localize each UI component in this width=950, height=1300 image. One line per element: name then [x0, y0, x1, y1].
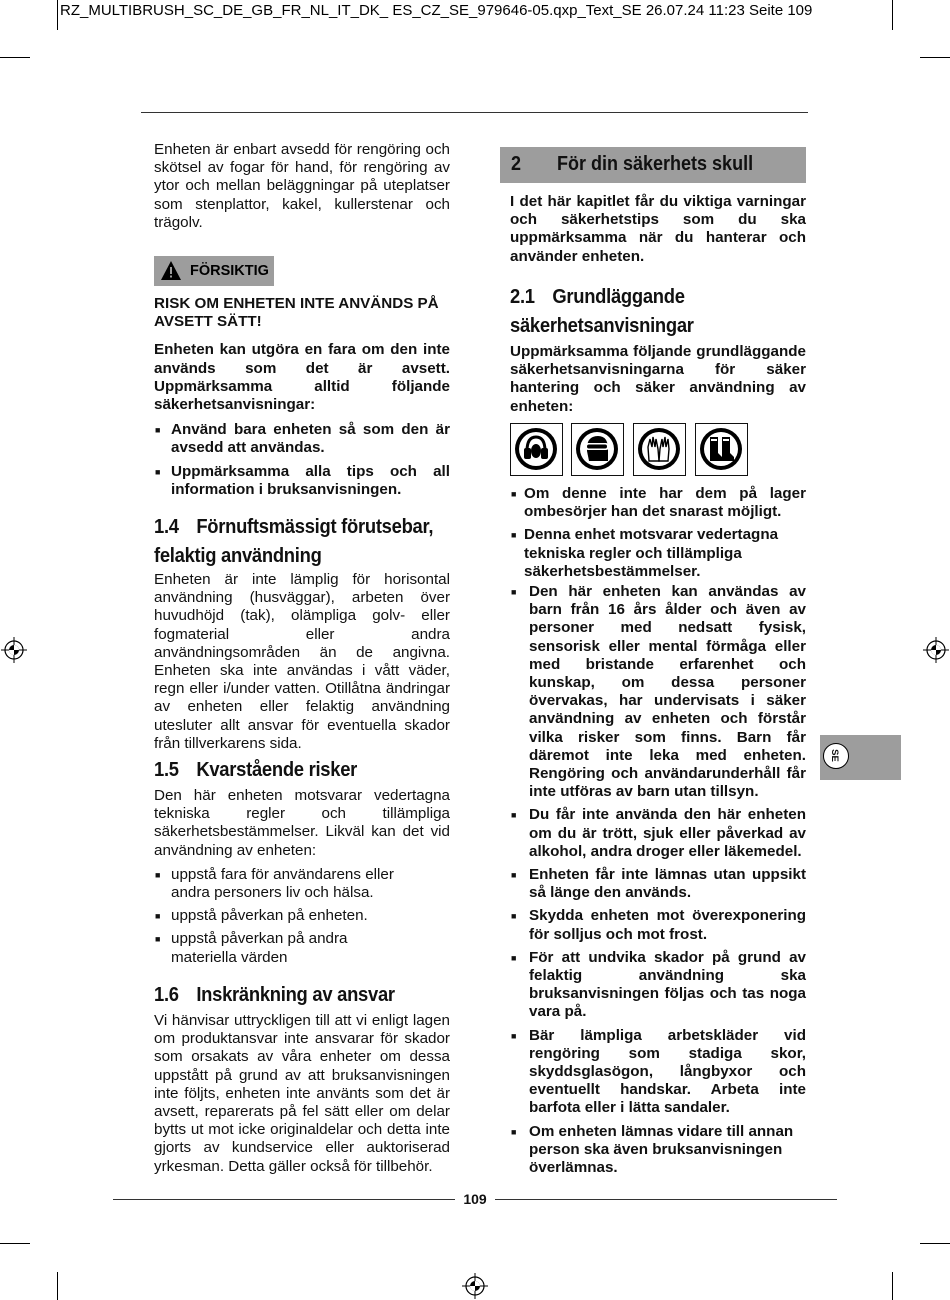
crop-mark	[0, 1243, 30, 1244]
caution-label: FÖRSIKTIG	[190, 263, 269, 279]
crop-mark	[920, 57, 950, 58]
crop-mark	[892, 1272, 893, 1300]
section-heading: 1.4 Förnuftsmässigt förutsebar,	[154, 516, 434, 538]
list-item: ■ Du får inte använda den här enheten om du är trött, sjuk eller påverkad av alkohol, andra droger eller läkemedel.	[510, 806, 806, 861]
crop-mark	[57, 1272, 58, 1300]
list-item: ■ uppstå påverkan på andra materiella värden	[154, 930, 410, 966]
boots-icon	[695, 423, 748, 476]
list-item: ■ Den här enheten kan användas av barn från 16 års ålder och även av personer med nedsatt fysisk, sensorisk eller mental förmåga eller med bristande erfarenhet och kunskap, om dessa personer övervakas, har undervisats i säker användning av enheten och förstår vilka risker som finns. Barn får däremot inte leka med enheten. Rengöring och användarunderhåll får inte utföras av barn utan tillsyn.	[510, 583, 806, 801]
section-text: Den här enheten motsvarar vedertagna tekniska regler och tillämpliga säkerhetsbestämmelser. Likväl kan det vid användning av enheten:	[154, 787, 450, 859]
section-1-4	[154, 513, 450, 763]
eye-protection-icon	[571, 423, 624, 476]
crop-mark	[892, 0, 893, 30]
page-number: 109	[455, 1191, 495, 1207]
crop-mark	[0, 57, 30, 58]
section-text: Enheten är inte lämplig för horisontal användning (husväggar), arbeten över huvudhöjd (tak), olämpliga golv- eller fogmaterial eller andra användningsområden än de angivna. Enheten ska inte användas i vått väder, regn eller i/under vatten. Otillåtna ändringar av enheten eller felaktig användning utesluter allt ansvar för eventuella skador från tillverkarens sida.	[154, 571, 450, 752]
crop-mark	[920, 1243, 950, 1244]
registration-mark-icon	[923, 637, 949, 663]
section-intro: Uppmärksamma följande grundläggande säkerhetsanvisningarna för säker hantering och säker användning av enheten:	[510, 343, 806, 415]
registration-mark-icon	[1, 637, 27, 663]
intro-paragraph: Enheten är enbart avsedd för rengöring och skötsel av fogar för hand, för rengöring av ytor och mellan beläggningar på uteplatser som stenplattor, kakel, kullerstenar och trägolv.	[154, 141, 450, 231]
registration-mark-icon	[462, 1273, 488, 1299]
list-item: ■ Använd bara enheten så som den är avsedd att användas.	[154, 421, 450, 457]
top-rule	[141, 112, 808, 113]
section-heading: 2.1 Grundläggande	[510, 286, 685, 308]
chapter-title: För din säkerhets skull	[557, 153, 754, 175]
section-heading: 1.6 Inskränkning av ansvar	[154, 984, 395, 1006]
list-item: ■ uppstå påverkan på enheten.	[154, 907, 410, 925]
section-text: Vi hänvisar uttryckligen till att vi enligt lagen om produktansvar inte ansvarar för skador som orsakats av våra enheter om dessa uppstått på grund av att bruksanvisningen inte följts, enheten inte använts som det är avsett, reparerats på fel sätt eller om delar bytts ut mot icke originaldelar och detta inte gjorts av kundservice eller auktoriserad yrkesman. Detta gäller också för tillbehör.	[154, 1012, 450, 1175]
chapter-intro-text: I det här kapitlet får du viktiga varningar och säkerhetstips som du ska uppmärksamma när du hanterar och använder enheten.	[510, 193, 806, 265]
section-2-1	[510, 283, 806, 426]
bullet-list-b	[510, 583, 806, 1177]
list-item: ■ Om enheten lämnas vidare till annan person ska även bruksanvisningen överlämnas.	[510, 1123, 806, 1178]
risk-block	[154, 295, 450, 504]
chapter-number: 2	[511, 153, 522, 175]
section-1-6	[154, 981, 450, 1186]
chapter-intro	[510, 193, 806, 276]
list-item: ■ Uppmärksamma alla tips och all information i bruksanvisningen.	[154, 463, 450, 499]
risk-text: Enheten kan utgöra en fara om den inte används som det är avsett. Uppmärksamma alltid följande säkerhetsanvisningar:	[154, 341, 450, 414]
list-item: ■ Denna enhet motsvarar vedertagna tekniska regler och tillämpliga säkerhetsbestämmelser.	[510, 526, 806, 581]
language-tab	[820, 735, 901, 780]
list-item: ■ För att undvika skador på grund av felaktig användning ska bruksanvisningen följas och tas noga vara på.	[510, 949, 806, 1022]
section-heading-cont: säkerhetsanvisningar	[510, 315, 694, 337]
section-heading-cont: felaktig användning	[154, 545, 322, 567]
language-code: SE	[828, 749, 840, 762]
section-1-5	[154, 756, 450, 972]
section-heading: 1.5 Kvarstående risker	[154, 759, 358, 781]
bullet-list-a	[510, 485, 806, 581]
bullets-b	[510, 583, 806, 1182]
ear-protection-icon	[510, 423, 563, 476]
list-item: ■ Enheten får inte lämnas utan uppsikt så länge den används.	[510, 866, 806, 902]
left-column	[154, 141, 450, 242]
gloves-icon	[633, 423, 686, 476]
chapter-heading-box	[500, 147, 806, 183]
crop-mark	[57, 0, 58, 30]
language-badge	[823, 743, 849, 769]
print-slug: RZ_MULTIBRUSH_SC_DE_GB_FR_NL_IT_DK_ ES_CZ_SE_979646-05.qxp_Text_SE 26.07.24 11:23 Seite 109	[60, 2, 813, 19]
list-item: ■ Bär lämpliga arbetskläder vid rengöring som stadiga skor, skyddsglasögon, långbyxor och eventuellt handskar. Arbeta inte barfota eller i lätta sandaler.	[510, 1027, 806, 1118]
list-item: ■ Om denne inte har dem på lager ombesörjer han det snarast möjligt.	[510, 485, 806, 521]
list-item: ■ uppstå fara för användarens eller andra personers liv och hälsa.	[154, 866, 410, 902]
list-item: ■ Skydda enheten mot överexponering för solljus och mot frost.	[510, 907, 806, 943]
risk-list	[154, 866, 450, 967]
caution-box	[154, 256, 274, 286]
risk-bullet-list	[154, 421, 450, 499]
warning-triangle-icon	[160, 260, 182, 281]
risk-heading: RISK OM ENHETEN INTE ANVÄNDS PÅ AVSETT SÄTT!	[154, 295, 439, 331]
bullets-a	[510, 485, 806, 586]
